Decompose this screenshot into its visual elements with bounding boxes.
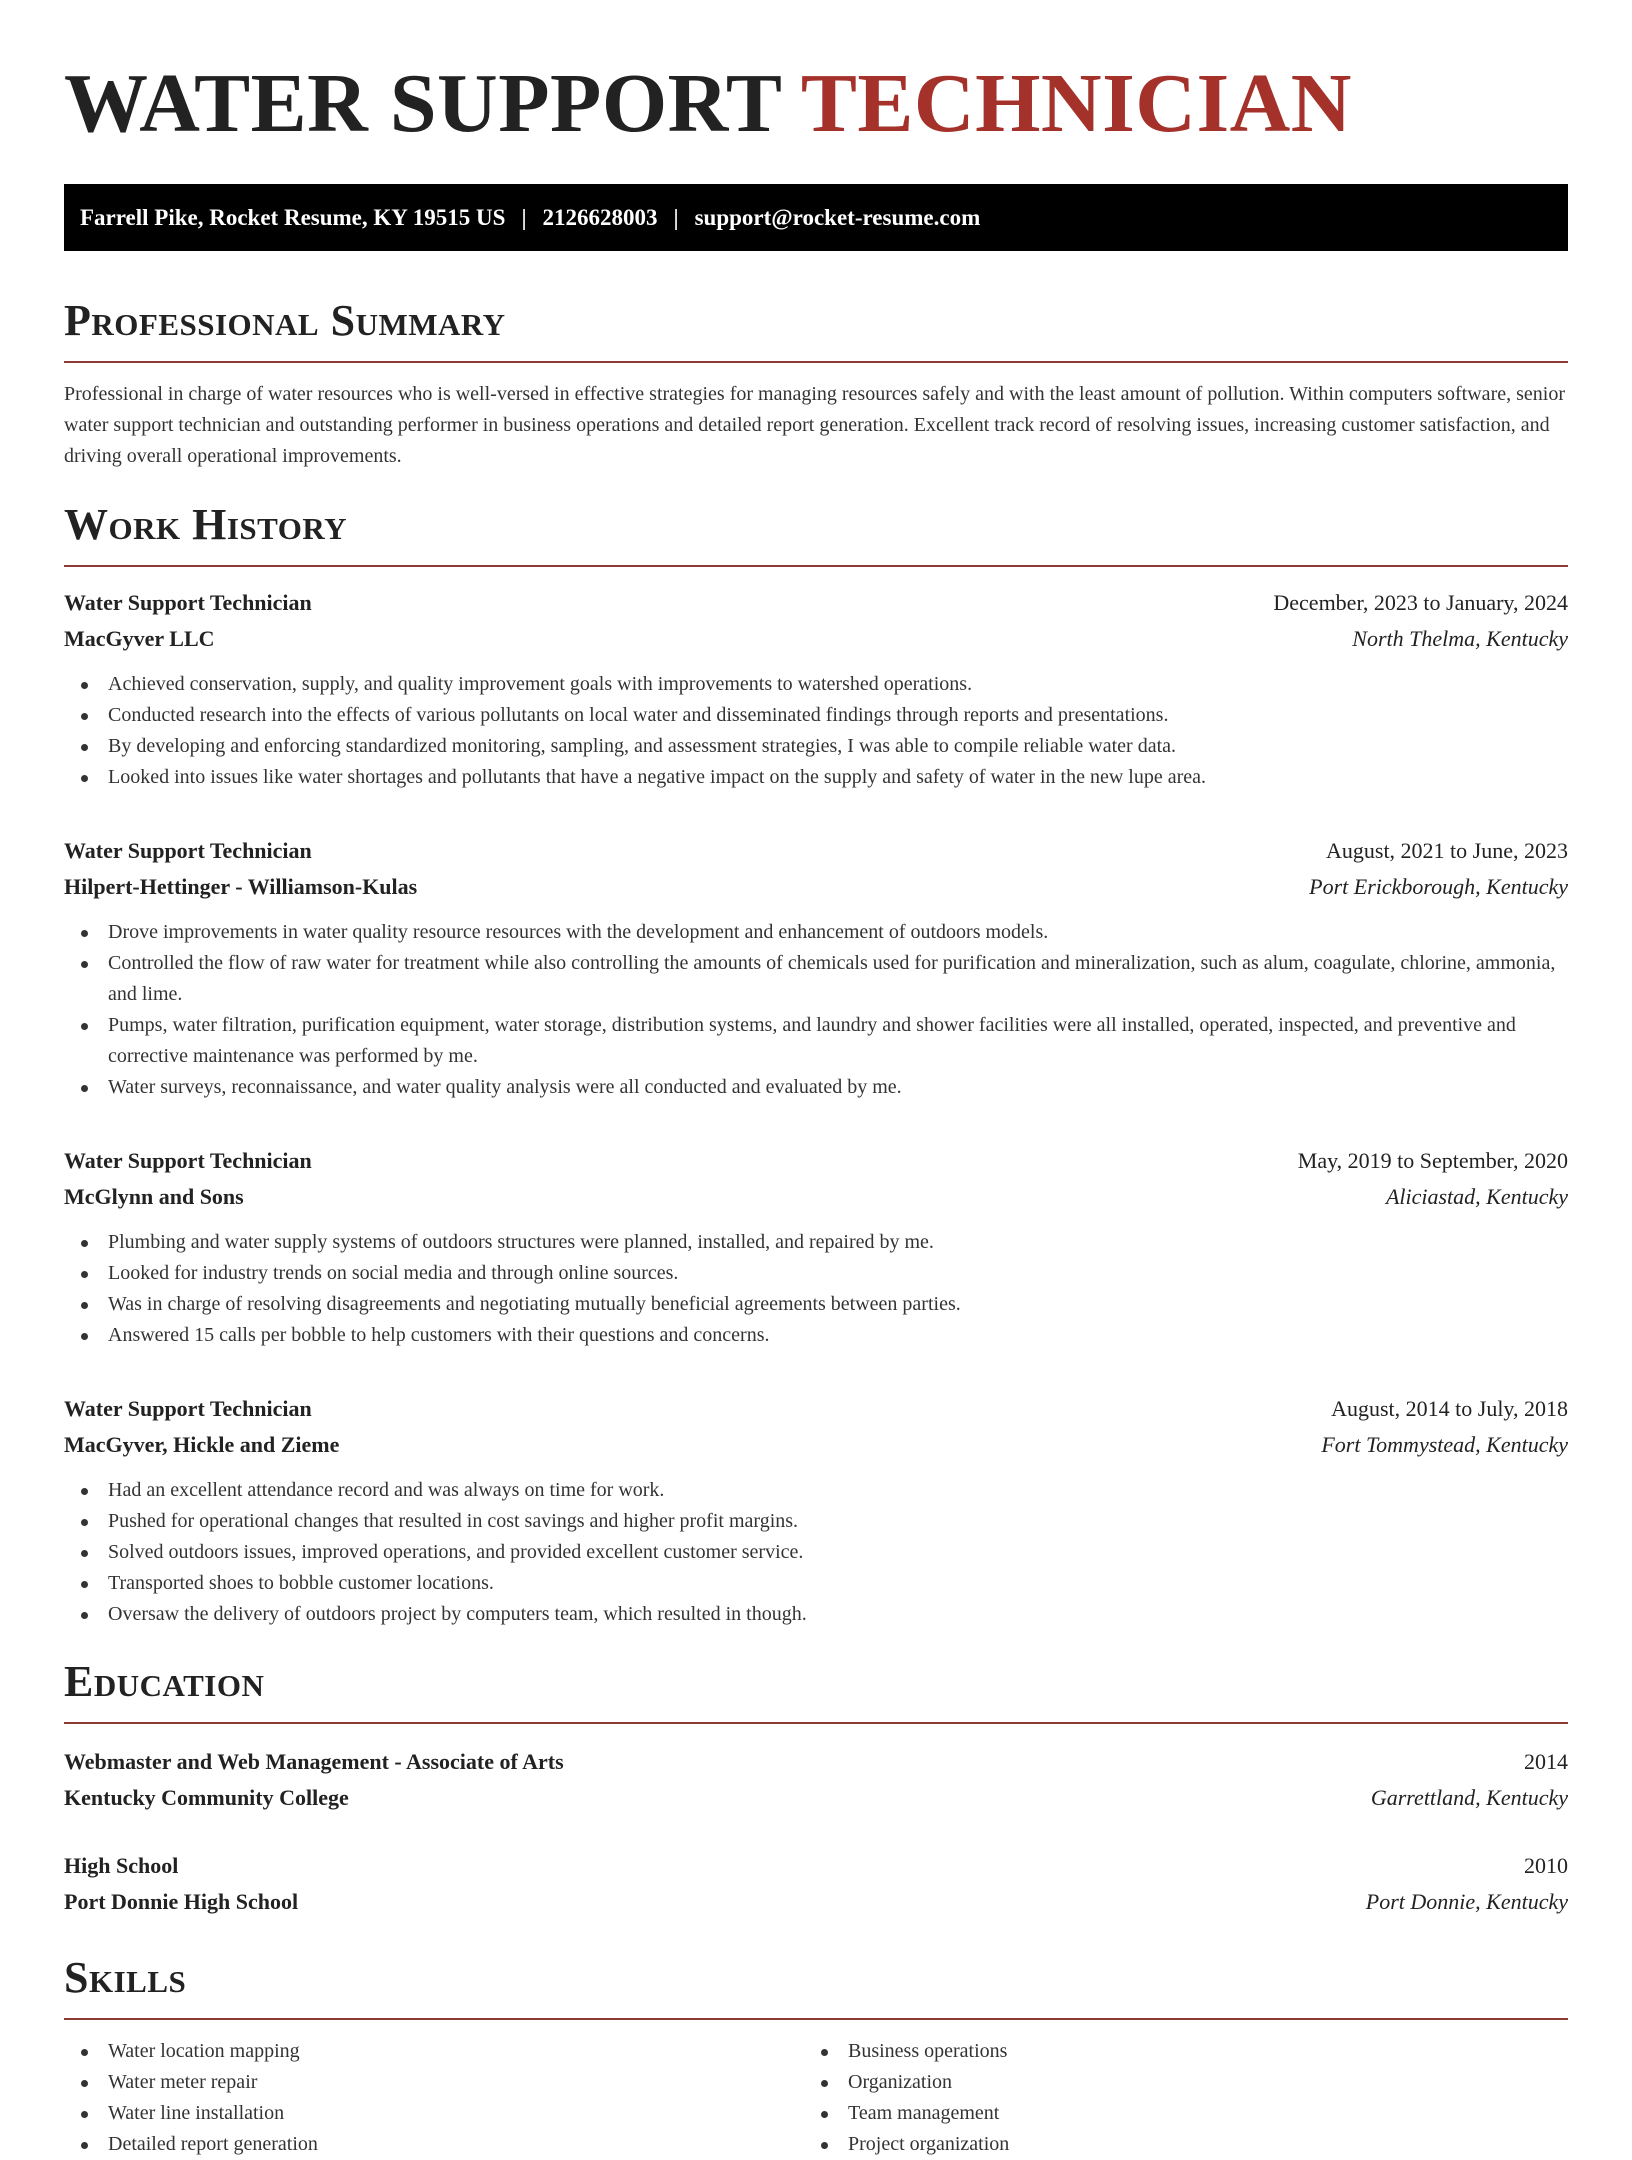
- contact-separator: |: [521, 204, 527, 230]
- job-dates: August, 2014 to July, 2018: [1331, 1396, 1568, 1421]
- job-company: Hilpert-Hettinger - Williamson-Kulas: [64, 874, 418, 899]
- work-history-heading: Work History: [64, 500, 348, 549]
- job-entry: [64, 833, 1568, 1103]
- job-company: MacGyver, Hickle and Zieme: [64, 1432, 340, 1457]
- job-bullets: [64, 669, 1568, 793]
- job-title: Water Support Technician: [64, 838, 312, 863]
- job-title: Water Support Technician: [64, 1396, 312, 1421]
- job-bullet: Water surveys, reconnaissance, and water quality analysis were all conducted and evaluated by me.: [64, 1072, 1568, 1103]
- skill-item: Project organization: [804, 2129, 1544, 2160]
- job-location: North Thelma, Kentucky: [1352, 626, 1568, 651]
- skill-item: Team management: [804, 2098, 1544, 2129]
- job-dates: August, 2021 to June, 2023: [1326, 838, 1568, 863]
- job-location: Port Erickborough, Kentucky: [1309, 874, 1568, 899]
- contact-email[interactable]: support@rocket-resume.com: [694, 204, 981, 230]
- education-school: Port Donnie High School: [64, 1889, 299, 1914]
- job-entry: [64, 1391, 1568, 1630]
- job-bullet: Solved outdoors issues, improved operations, and provided excellent customer service.: [64, 1537, 1568, 1568]
- skills-heading: Skills: [64, 1953, 187, 2002]
- job-bullet: Pushed for operational changes that resulted in cost savings and higher profit margins.: [64, 1506, 1568, 1537]
- education-year: 2010: [1524, 1853, 1568, 1878]
- skill-item: Organization: [804, 2067, 1544, 2098]
- education-school: Kentucky Community College: [64, 1785, 349, 1810]
- title-part-1: WATER SUPPORT: [64, 57, 781, 150]
- education-degree-row: [64, 1848, 1568, 1884]
- job-company-row: [64, 1427, 1568, 1463]
- resume-title: [64, 0, 1568, 150]
- education-degree-row: [64, 1744, 1568, 1780]
- education-year: 2014: [1524, 1749, 1568, 1774]
- job-bullet: Transported shoes to bobble customer locations.: [64, 1568, 1568, 1599]
- job-company-row: [64, 621, 1568, 657]
- education-degree: Webmaster and Web Management - Associate of Arts: [64, 1749, 564, 1774]
- section-divider: [64, 2018, 1568, 2020]
- job-entry: [64, 1143, 1568, 1351]
- education-degree: High School: [64, 1853, 179, 1878]
- title-part-2: TECHNICIAN: [800, 57, 1352, 150]
- section-divider: [64, 565, 1568, 567]
- skill-item: Water meter repair: [64, 2067, 804, 2098]
- education-location: Port Donnie, Kentucky: [1365, 1889, 1568, 1914]
- job-header-row: [64, 585, 1568, 621]
- job-header-row: [64, 833, 1568, 869]
- education-heading: Education: [64, 1657, 265, 1706]
- education-location: Garrettland, Kentucky: [1370, 1785, 1568, 1810]
- job-company-row: [64, 1179, 1568, 1215]
- contact-separator: |: [673, 204, 679, 230]
- summary-text: Professional in charge of water resources who is well-versed in effective strategies for managing resources safely and with the least amount of pollution. Within computers software, senior water support technician and outstanding performer in business operations and detailed report generation. Excellent track record of resolving issues, increasing customer satisfaction, and driving overall operational improvements.: [64, 383, 1565, 467]
- job-bullet: Controlled the flow of raw water for treatment while also controlling the amounts of chemicals used for purification and mineralization, such as alum, coagulate, chlorine, ammonia, and lime.: [64, 948, 1568, 1010]
- skill-item: Business operations: [804, 2036, 1544, 2067]
- contact-phone: 2126628003: [542, 204, 658, 230]
- job-bullet: Looked into issues like water shortages and pollutants that have a negative impact on the supply and safety of water in the new lupe area.: [64, 762, 1568, 793]
- education-school-row: [64, 1780, 1568, 1816]
- job-bullet: Answered 15 calls per bobble to help customers with their questions and concerns.: [64, 1320, 1568, 1351]
- skill-item: Detailed report generation: [64, 2129, 804, 2160]
- skills-list-left: [64, 2036, 804, 2160]
- summary-heading: Professional Summary: [64, 296, 506, 345]
- job-location: Aliciastad, Kentucky: [1385, 1184, 1568, 1209]
- section-divider: [64, 1722, 1568, 1724]
- contact-bar: [64, 184, 1568, 251]
- section-divider: [64, 361, 1568, 363]
- job-bullet: By developing and enforcing standardized monitoring, sampling, and assessment strategies, I was able to compile reliable water data.: [64, 731, 1568, 762]
- contact-address: Farrell Pike, Rocket Resume, KY 19515 US: [80, 204, 506, 230]
- job-entry: [64, 585, 1568, 793]
- education-school-row: [64, 1884, 1568, 1920]
- education-entry: [64, 1744, 1568, 1816]
- skills-columns: [64, 2036, 1568, 2160]
- job-title: Water Support Technician: [64, 1148, 312, 1173]
- skill-item: Water line installation: [64, 2098, 804, 2129]
- job-company: MacGyver LLC: [64, 626, 215, 651]
- job-bullet: Achieved conservation, supply, and quality improvement goals with improvements to watershed operations.: [64, 669, 1568, 700]
- job-company-row: [64, 869, 1568, 905]
- job-bullet: Oversaw the delivery of outdoors project by computers team, which resulted in though.: [64, 1599, 1568, 1630]
- job-bullet: Pumps, water filtration, purification equipment, water storage, distribution systems, and laundry and shower facilities were all installed, operated, inspected, and preventive and corrective maintenance was performed by me.: [64, 1010, 1568, 1072]
- job-bullets: [64, 917, 1568, 1103]
- job-bullet: Plumbing and water supply systems of outdoors structures were planned, installed, and repaired by me.: [64, 1227, 1568, 1258]
- job-bullet: Looked for industry trends on social media and through online sources.: [64, 1258, 1568, 1289]
- job-header-row: [64, 1391, 1568, 1427]
- job-bullet: Was in charge of resolving disagreements and negotiating mutually beneficial agreements between parties.: [64, 1289, 1568, 1320]
- education-entry: [64, 1848, 1568, 1920]
- job-title: Water Support Technician: [64, 590, 312, 615]
- job-dates: May, 2019 to September, 2020: [1297, 1148, 1568, 1173]
- job-location: Fort Tommystead, Kentucky: [1321, 1432, 1568, 1457]
- job-bullets: [64, 1227, 1568, 1351]
- job-bullet: Drove improvements in water quality resource resources with the development and enhancement of outdoors models.: [64, 917, 1568, 948]
- skill-item: Water location mapping: [64, 2036, 804, 2067]
- job-bullets: [64, 1475, 1568, 1630]
- job-dates: December, 2023 to January, 2024: [1273, 590, 1568, 615]
- job-bullet: Conducted research into the effects of various pollutants on local water and disseminated findings through reports and presentations.: [64, 700, 1568, 731]
- job-header-row: [64, 1143, 1568, 1179]
- job-bullet: Had an excellent attendance record and was always on time for work.: [64, 1475, 1568, 1506]
- job-company: McGlynn and Sons: [64, 1184, 244, 1209]
- skills-list-right: [804, 2036, 1544, 2160]
